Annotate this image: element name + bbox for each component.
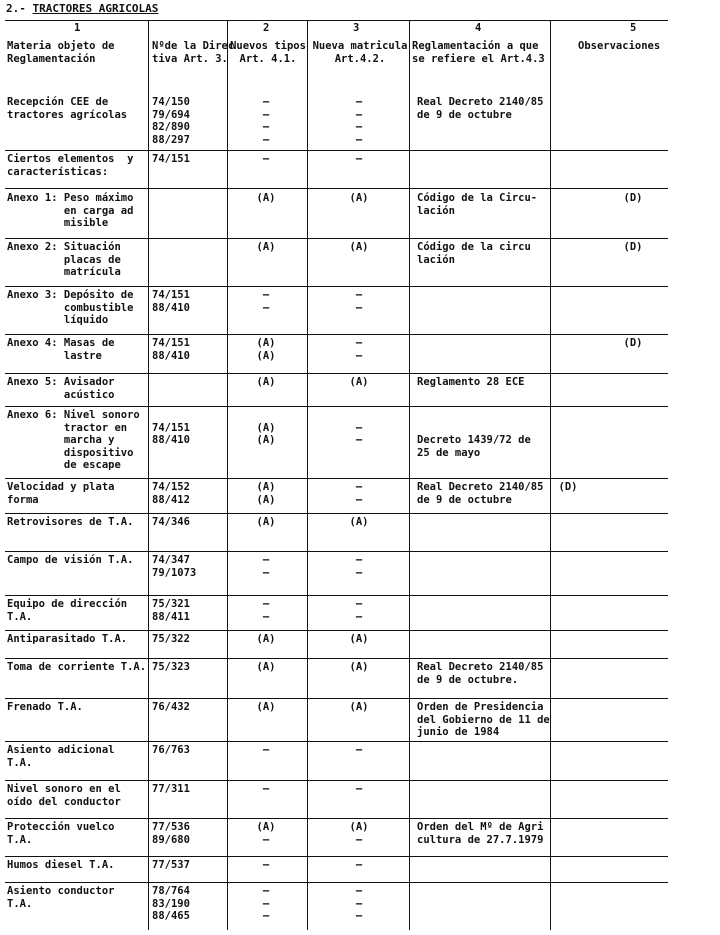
header-nuevos-tipos: Nuevos tipos Art. 4.1. bbox=[230, 40, 306, 65]
cell-nuevos-tipos: (A) (A) bbox=[256, 337, 276, 362]
header-nueva-matricula: Nueva matricula Art.4.2. bbox=[312, 40, 408, 65]
cell-directiva: 75/323 bbox=[152, 661, 190, 673]
cell-nueva-matricula: – bbox=[355, 859, 363, 871]
cell-nuevos-tipos: (A) bbox=[256, 633, 276, 645]
cell-observaciones: (D) bbox=[623, 192, 643, 204]
column-divider bbox=[148, 20, 149, 930]
cell-directiva: 74/152 88/412 bbox=[152, 481, 190, 506]
cell-observaciones: (D) bbox=[623, 337, 643, 349]
cell-nuevos-tipos: – bbox=[262, 783, 270, 795]
section-title: TRACTORES AGRICOLAS bbox=[32, 2, 159, 15]
cell-materia: Recepción CEE de tractores agrícolas bbox=[7, 96, 128, 121]
cell-materia: Protección vuelco T.A. bbox=[7, 821, 115, 846]
row-divider bbox=[5, 238, 668, 239]
row-divider bbox=[5, 856, 668, 857]
cell-nueva-matricula: – bbox=[355, 744, 363, 756]
header-observaciones: Observaciones bbox=[578, 40, 661, 52]
column-divider bbox=[227, 20, 228, 930]
cell-nuevos-tipos: – bbox=[262, 859, 270, 871]
cell-nueva-matricula: – – – – bbox=[355, 96, 363, 146]
cell-directiva: 77/537 bbox=[152, 859, 190, 871]
cell-directiva: 78/764 83/190 88/465 bbox=[152, 885, 190, 922]
cell-nuevos-tipos: (A) bbox=[256, 192, 276, 204]
cell-nuevos-tipos: (A) (A) bbox=[256, 481, 276, 506]
cell-materia: Toma de corriente T.A. bbox=[7, 661, 147, 673]
row-divider bbox=[5, 20, 668, 21]
cell-reglamentacion: Real Decreto 2140/85 de 9 de octubre bbox=[417, 96, 544, 121]
row-divider bbox=[5, 698, 668, 699]
cell-nueva-matricula: – bbox=[355, 783, 363, 795]
cell-materia: Retrovisores de T.A. bbox=[7, 516, 134, 528]
cell-observaciones: (D) bbox=[558, 481, 578, 493]
cell-materia: Velocidad y plata forma bbox=[7, 481, 115, 506]
row-divider bbox=[5, 595, 668, 596]
cell-directiva: 74/346 bbox=[152, 516, 190, 528]
cell-reglamentacion: Real Decreto 2140/85 de 9 de octubre. bbox=[417, 661, 544, 686]
section-number: 2.- bbox=[6, 2, 33, 15]
cell-reglamentacion: Orden del Mº de Agri cultura de 27.7.1979 bbox=[417, 821, 544, 846]
cell-nuevos-tipos: – – – bbox=[262, 885, 270, 922]
row-divider bbox=[5, 150, 668, 151]
column-divider bbox=[307, 20, 308, 930]
cell-materia: Anexo 4: Masas de lastre bbox=[7, 337, 115, 362]
cell-nueva-matricula: (A) bbox=[349, 661, 369, 673]
cell-directiva: 74/151 bbox=[152, 153, 190, 165]
row-divider bbox=[5, 780, 668, 781]
cell-nuevos-tipos: (A) bbox=[256, 241, 276, 253]
row-divider bbox=[5, 188, 668, 189]
cell-materia: Antiparasitado T.A. bbox=[7, 633, 128, 645]
cell-nueva-matricula: (A) bbox=[349, 701, 369, 713]
cell-nueva-matricula: – – bbox=[355, 598, 363, 623]
cell-directiva: 77/536 89/680 bbox=[152, 821, 190, 846]
cell-directiva: 74/151 88/410 bbox=[152, 289, 190, 314]
row-divider bbox=[5, 286, 668, 287]
cell-nuevos-tipos: (A) bbox=[256, 516, 276, 528]
column-number-2: 2 bbox=[263, 22, 270, 34]
cell-materia: Anexo 6: Nivel sonoro tractor en marcha y dispositivo de escape bbox=[7, 409, 140, 471]
cell-nueva-matricula: – – bbox=[355, 337, 363, 362]
cell-directiva: 74/151 88/410 bbox=[152, 421, 190, 446]
row-divider bbox=[5, 630, 668, 631]
cell-materia: Asiento conductor T.A. bbox=[7, 885, 115, 910]
row-divider bbox=[5, 478, 668, 479]
cell-reglamentacion: Código de la Circu- lación bbox=[417, 192, 538, 217]
cell-materia: Equipo de dirección T.A. bbox=[7, 598, 128, 623]
cell-nuevos-tipos: – – bbox=[262, 289, 270, 314]
cell-nueva-matricula: (A) bbox=[349, 192, 369, 204]
cell-nueva-matricula: (A) bbox=[349, 633, 369, 645]
cell-nueva-matricula: (A) bbox=[349, 376, 369, 388]
cell-materia: Humos diesel T.A. bbox=[7, 859, 115, 871]
cell-reglamentacion: Reglamento 28 ECE bbox=[417, 376, 525, 388]
cell-nuevos-tipos: – – – – bbox=[262, 96, 270, 146]
section-heading bbox=[6, 2, 158, 15]
cell-nuevos-tipos: – – bbox=[262, 598, 270, 623]
cell-materia: Campo de visión T.A. bbox=[7, 554, 134, 566]
row-divider bbox=[5, 818, 668, 819]
cell-directiva: 74/150 79/694 82/890 88/297 bbox=[152, 96, 190, 146]
row-divider bbox=[5, 373, 668, 374]
header-directiva: Nºde la Direc tiva Art. 3. bbox=[152, 40, 235, 65]
cell-nueva-matricula: (A) bbox=[349, 516, 369, 528]
row-divider bbox=[5, 882, 668, 883]
header-reglamentacion: Reglamentación a que se refiere el Art.4.3 bbox=[412, 40, 545, 65]
cell-directiva: 74/347 79/1073 bbox=[152, 554, 197, 579]
cell-observaciones: (D) bbox=[623, 241, 643, 253]
row-divider bbox=[5, 741, 668, 742]
cell-materia: Anexo 1: Peso máximo en carga ad misible bbox=[7, 192, 134, 229]
cell-nuevos-tipos: (A) bbox=[256, 701, 276, 713]
cell-directiva: 76/432 bbox=[152, 701, 190, 713]
cell-nuevos-tipos: (A) bbox=[256, 376, 276, 388]
cell-materia: Asiento adicional T.A. bbox=[7, 744, 115, 769]
cell-nuevos-tipos: – bbox=[262, 744, 270, 756]
cell-nuevos-tipos: (A) – bbox=[256, 821, 276, 846]
cell-nueva-matricula: (A) bbox=[349, 241, 369, 253]
cell-directiva: 76/763 bbox=[152, 744, 190, 756]
cell-nueva-matricula: – bbox=[355, 153, 363, 165]
cell-reglamentacion: Orden de Presidencia del Gobierno de 11 de junio de 1984 bbox=[417, 701, 550, 738]
row-divider bbox=[5, 513, 668, 514]
cell-nueva-matricula: – – – bbox=[355, 885, 363, 922]
cell-materia: Anexo 2: Situación placas de matrícula bbox=[7, 241, 121, 278]
cell-nuevos-tipos: (A) bbox=[256, 661, 276, 673]
cell-directiva: 77/311 bbox=[152, 783, 190, 795]
row-divider bbox=[5, 334, 668, 335]
cell-materia: Frenado T.A. bbox=[7, 701, 83, 713]
cell-reglamentacion: Código de la circu lación bbox=[417, 241, 531, 266]
cell-reglamentacion: Real Decreto 2140/85 de 9 de octubre bbox=[417, 481, 544, 506]
cell-directiva: 74/151 88/410 bbox=[152, 337, 190, 362]
cell-materia: Anexo 5: Avisador acústico bbox=[7, 376, 115, 401]
cell-materia: Anexo 3: Depósito de combustible líquido bbox=[7, 289, 134, 326]
row-divider bbox=[5, 551, 668, 552]
cell-nueva-matricula: – – bbox=[355, 289, 363, 314]
column-divider bbox=[409, 20, 410, 930]
cell-directiva: 75/321 88/411 bbox=[152, 598, 190, 623]
cell-nueva-matricula: – – bbox=[355, 421, 363, 446]
header-materia: Materia objeto de Reglamentación bbox=[7, 40, 115, 65]
column-divider bbox=[550, 20, 551, 930]
column-number-4: 4 bbox=[475, 22, 482, 34]
cell-nueva-matricula: (A) – bbox=[349, 821, 369, 846]
column-number-1: 1 bbox=[74, 22, 81, 34]
cell-nuevos-tipos: – bbox=[262, 153, 270, 165]
cell-nueva-matricula: – – bbox=[355, 554, 363, 579]
cell-nuevos-tipos: – – bbox=[262, 554, 270, 579]
column-number-3: 3 bbox=[353, 22, 360, 34]
cell-nueva-matricula: – – bbox=[355, 481, 363, 506]
row-divider bbox=[5, 406, 668, 407]
cell-nuevos-tipos: (A) (A) bbox=[256, 421, 276, 446]
column-number-5: 5 bbox=[630, 22, 637, 34]
row-divider bbox=[5, 658, 668, 659]
cell-reglamentacion: Decreto 1439/72 de 25 de mayo bbox=[417, 434, 531, 459]
cell-materia: Ciertos elementos y características: bbox=[7, 153, 134, 178]
cell-materia: Nivel sonoro en el oído del conductor bbox=[7, 783, 121, 808]
cell-directiva: 75/322 bbox=[152, 633, 190, 645]
